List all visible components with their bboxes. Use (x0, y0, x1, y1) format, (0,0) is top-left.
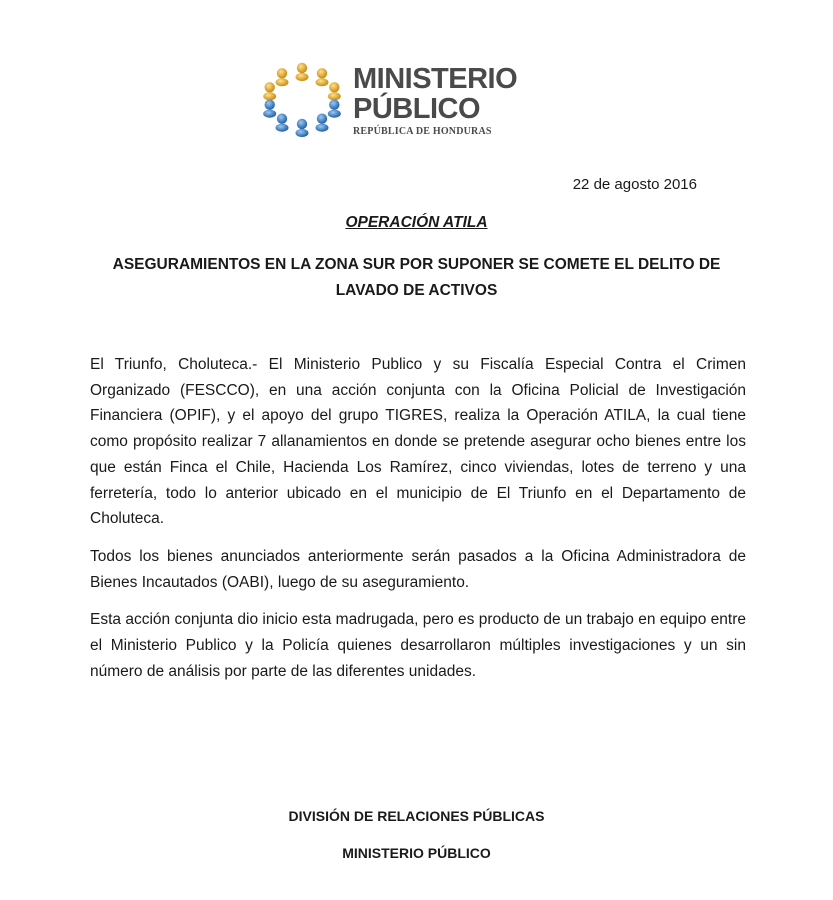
logo-title-line1: MINISTERIO (353, 63, 518, 95)
document-date: 22 de agosto 2016 (572, 176, 697, 193)
ministerio-publico-logo (258, 60, 548, 142)
body-text (90, 352, 746, 696)
operation-title: OPERACIÓN ATILA (345, 214, 488, 231)
paragraph: Todos los bienes anunciados anteriormente serán pasados a la Oficina Administradora de Bienes Incautados (OABI), luego de su aseguramiento. (90, 547, 746, 591)
paragraph: Esta acción conjunta dio inicio esta madrugada, pero es producto de un trabajo en equipo entre el Ministerio Publico y la Policía quienes desarrollaron múltiples investigaciones y un sin número de análisis por parte de las diferentes unidades. (90, 611, 746, 680)
headline: ASEGURAMIENTOS EN LA ZONA SUR POR SUPONER SE COMETE EL DELITO DE LAVADO DE ACTIVOS (112, 256, 721, 299)
logo-subtitle: REPÚBLICA DE HONDURAS (353, 126, 492, 137)
logo-title-line2: PÚBLICO (353, 93, 480, 125)
signature-division: DIVISIÓN DE RELACIONES PÚBLICAS (288, 808, 545, 824)
paragraph: El Triunfo, Choluteca.- El Ministerio Publico y su Fiscalía Especial Contra el Crimen Organizado (FESCCO), en una acción conjunta con la Oficina Policial de Investigación Financiera (OPIF), y el apoyo del grupo TIGRES, realiza la Operación ATILA, la cual tiene como propósito realizar 7 allanamientos en donde se pretende asegurar ocho bienes entre los que están Finca el Chile, Hacienda Los Ramírez, cinco viviendas, lotes de terreno y una ferretería, todo lo anterior ubicado en el municipio de El Triunfo en el Departamento de Choluteca. (90, 356, 746, 528)
signature-ministry: MINISTERIO PÚBLICO (342, 845, 491, 861)
ring-of-figures-icon (258, 60, 348, 142)
